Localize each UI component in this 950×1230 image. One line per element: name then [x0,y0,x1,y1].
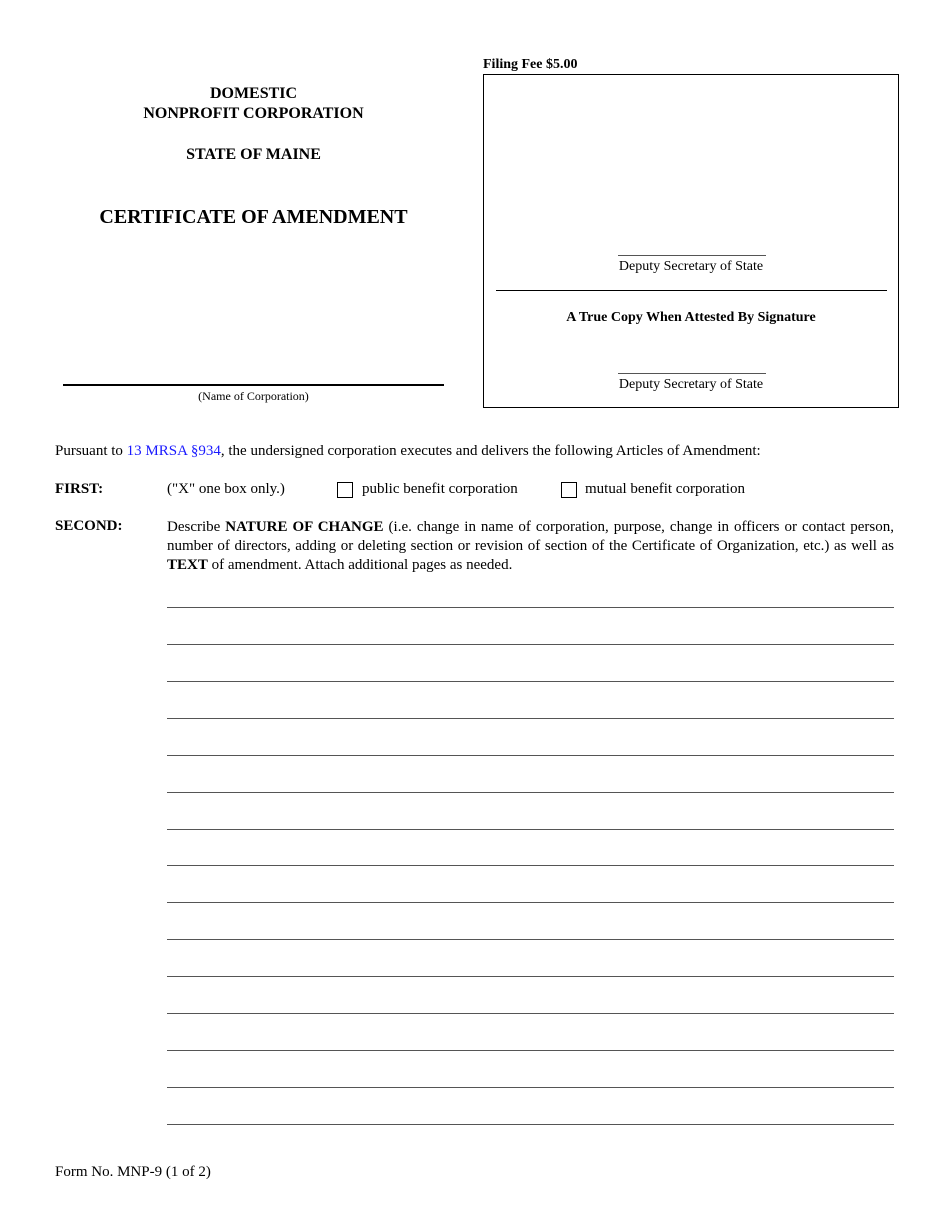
writing-line[interactable] [167,607,894,608]
signature-label-1: Deputy Secretary of State [618,259,764,274]
mutual-benefit-label: mutual benefit corporation [585,481,745,497]
filing-fee: Filing Fee $5.00 [483,57,578,72]
second-label: SECOND: [55,518,123,534]
desc-describe: Describe [167,519,226,535]
first-label: FIRST: [55,481,104,497]
desc-nature: NATURE OF CHANGE [225,519,384,535]
public-benefit-checkbox[interactable] [337,482,353,498]
second-description [167,518,894,575]
desc-end: of amendment. Attach additional pages as needed. [207,557,513,573]
intro-paragraph [55,443,761,460]
page-title: CERTIFICATE OF AMENDMENT [99,206,408,228]
writing-line[interactable] [167,829,894,830]
public-benefit-label: public benefit corporation [362,481,518,497]
header-state: STATE OF MAINE [186,146,321,163]
writing-line[interactable] [167,1050,894,1051]
header-nonprofit: NONPROFIT CORPORATION [143,105,364,122]
signature-line-2 [618,373,766,374]
signature-label-2: Deputy Secretary of State [618,377,764,392]
writing-line[interactable] [167,755,894,756]
writing-line[interactable] [167,1013,894,1014]
writing-line[interactable] [167,1124,894,1125]
filing-box [483,74,899,408]
writing-line[interactable] [167,1087,894,1088]
writing-line[interactable] [167,939,894,940]
writing-line[interactable] [167,644,894,645]
mutual-benefit-checkbox[interactable] [561,482,577,498]
corporation-name-line [63,384,444,386]
desc-middle: (i.e. change in name of corporation, purpose, change in officers or contact person, number of directors, adding or deleting section or revision of section of the Certificate of Organization, etc.) as well as [167,519,894,554]
header-domestic: DOMESTIC [209,85,298,102]
writing-line[interactable] [167,976,894,977]
signature-line-1 [618,255,766,256]
writing-line[interactable] [167,865,894,866]
writing-line[interactable] [167,902,894,903]
corporation-name-label: (Name of Corporation) [198,389,309,403]
intro-prefix: Pursuant to [55,443,127,459]
corporation-name-field[interactable] [63,362,444,382]
statute-link[interactable]: 13 MRSA §934 [126,443,221,459]
desc-text-word: TEXT [167,557,208,573]
box-divider [496,290,887,291]
form-number: Form No. MNP-9 (1 of 2) [55,1164,211,1180]
attest-text: A True Copy When Attested By Signature [566,310,816,325]
intro-suffix: , the undersigned corporation executes and delivers the following Articles of Amendment: [220,443,761,459]
writing-line[interactable] [167,792,894,793]
writing-line[interactable] [167,718,894,719]
first-instruction: ("X" one box only.) [167,481,285,497]
writing-line[interactable] [167,681,894,682]
